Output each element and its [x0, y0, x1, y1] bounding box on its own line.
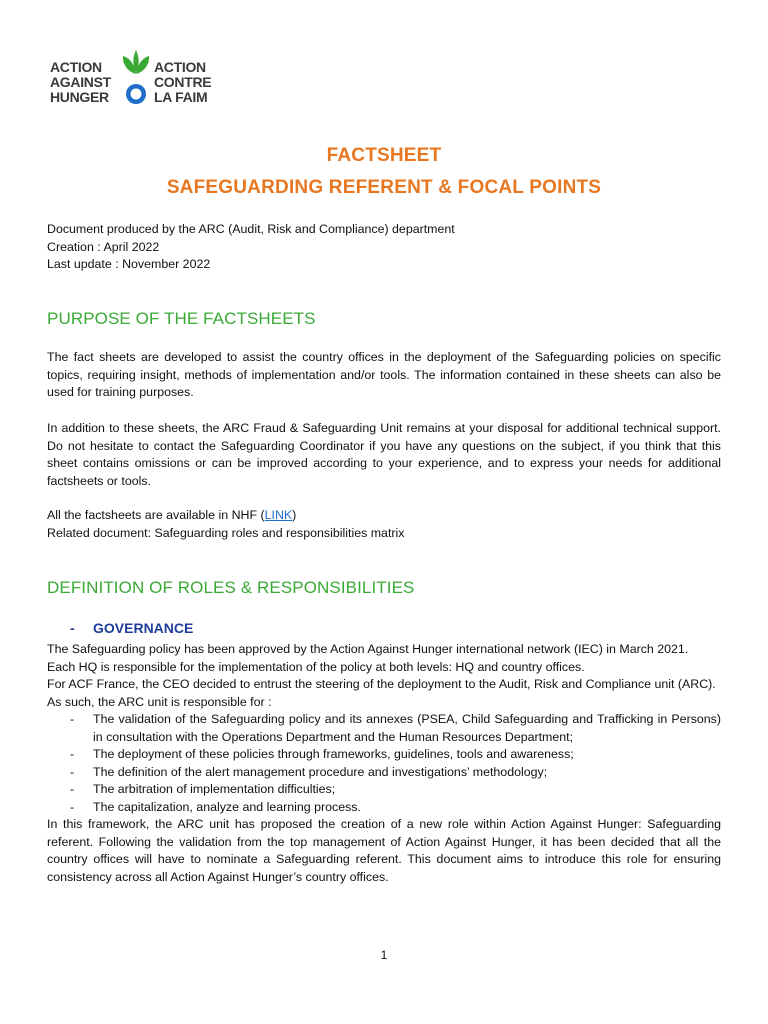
list-item: - The arbitration of implementation difficulties;	[47, 781, 721, 799]
factsheets-availability	[47, 507, 721, 542]
availability-suffix: )	[292, 508, 297, 522]
related-document: Related document: Safeguarding roles and responsibilities matrix	[47, 525, 405, 540]
logo-line: CONTRE	[154, 74, 212, 90]
page-number: 1	[380, 948, 388, 962]
governance-heading	[70, 620, 193, 636]
document-title: FACTSHEET	[326, 145, 442, 166]
logo-line: HUNGER	[50, 89, 109, 105]
list-item: - The capitalization, analyze and learning process.	[47, 799, 721, 817]
governance-body	[47, 641, 721, 886]
logo-line: LA FAIM	[154, 89, 208, 105]
governance-paragraph: The Safeguarding policy has been approved by the Action Against Hunger international network (IEC) in March 2021.	[47, 642, 689, 656]
produced-by: Document produced by the ARC (Audit, Risk and Compliance) department	[47, 222, 455, 236]
governance-heading-label: GOVERNANCE	[93, 620, 194, 636]
availability-prefix: All the factsheets are available in NHF (	[47, 508, 265, 522]
document-meta	[47, 221, 721, 274]
list-item: - The validation of the Safeguarding policy and its annexes (PSEA, Child Safeguarding and Trafficking in Persons) in consultation with the Operations Department and the Human Resources Department;	[47, 711, 721, 746]
logo-text-english	[50, 60, 111, 105]
logo-line: ACTION	[50, 59, 102, 75]
last-update-date: Last update : November 2022	[47, 257, 211, 271]
logo-line: ACTION	[154, 59, 206, 75]
action-against-hunger-logo	[50, 50, 220, 108]
logo-emblem-icon	[120, 50, 152, 108]
governance-dash: -	[70, 620, 75, 636]
logo-text-french	[154, 60, 211, 105]
purpose-heading: PURPOSE OF THE FACTSHEETS	[47, 309, 316, 328]
governance-paragraph: Each HQ is responsible for the implementation of the policy at both levels: HQ and country offices.	[47, 659, 585, 674]
purpose-paragraph-1: The fact sheets are developed to assist the country offices in the deployment of the Safeguarding policies on specific topics, requiring insight, methods of implementation and/or tools. The information contained in these sheets can also be used for training purposes.	[47, 350, 721, 399]
definition-heading: DEFINITION OF ROLES & RESPONSIBILITIES	[47, 578, 415, 597]
purpose-paragraph-2: In addition to these sheets, the ARC Fraud & Safeguarding Unit remains at your disposal for additional technical support. Do not hesitate to contact the Safeguarding Coordinator if you have any questions on the subject, if you think that this sheet contains omissions or can be improved according to your experience, and to express your needs for additional factsheets or tools.	[47, 421, 721, 488]
list-item: - The definition of the alert management procedure and investigations’ methodology;	[47, 764, 721, 782]
nhf-link[interactable]: LINK	[264, 508, 293, 522]
logo-line: AGAINST	[50, 74, 111, 90]
arc-responsibilities-list	[47, 711, 721, 816]
availability-line	[47, 507, 721, 525]
list-item: - The deployment of these policies through frameworks, guidelines, tools and awareness;	[47, 746, 721, 764]
creation-date: Creation : April 2022	[47, 239, 160, 254]
governance-paragraph: As such, the ARC unit is responsible for :	[47, 694, 272, 709]
governance-paragraph: In this framework, the ARC unit has proposed the creation of a new role within Action Against Hunger: Safeguarding referent. Following the validation from the top management of Action Against Hunger, it has been decided that all the country offices will have to nominate a Safeguarding referent. This document aims to introduce this role for ensuring consistency across all Action Against Hunger’s country offices.	[47, 817, 721, 884]
document-subtitle: SAFEGUARDING REFERENT & FOCAL POINTS	[166, 177, 602, 198]
governance-paragraph: For ACF France, the CEO decided to entrust the steering of the deployment to the Audit, Risk and Compliance unit (ARC).	[47, 677, 716, 691]
